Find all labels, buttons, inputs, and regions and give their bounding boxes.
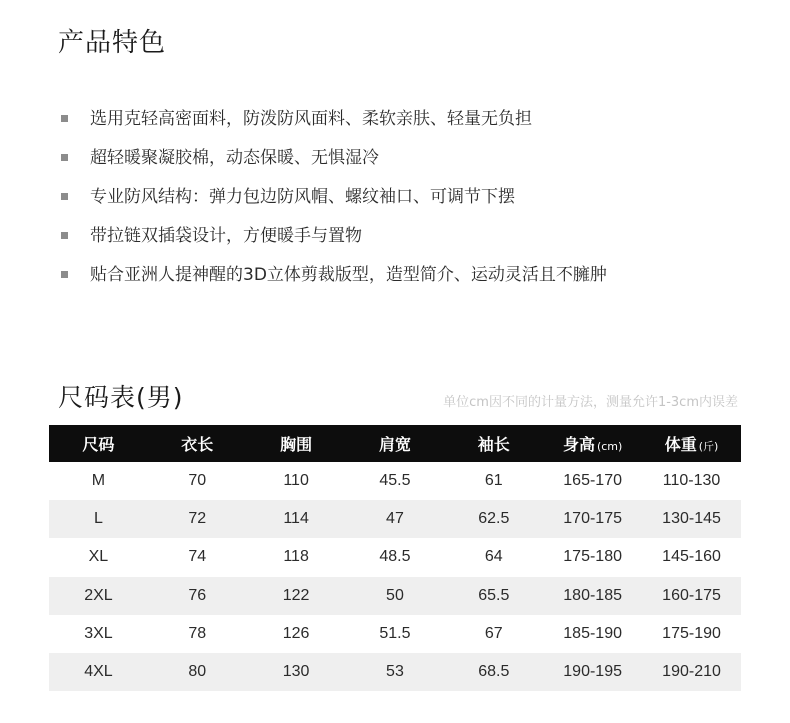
- cell-length: 76: [148, 577, 247, 615]
- cell-size: M: [91, 472, 106, 490]
- cell-weight: 190-210: [642, 653, 741, 691]
- feature-item: [60, 106, 607, 145]
- header-length: 衣长: [148, 425, 247, 462]
- header-height-unit: (cm): [596, 440, 623, 453]
- square-bullet-icon: [61, 193, 68, 200]
- cell-length: 78: [188, 624, 207, 642]
- cell-weight: 110-130: [662, 472, 721, 490]
- cell-size: 2XL: [49, 577, 148, 615]
- header-weight-unit: (斤): [698, 440, 719, 453]
- cell-chest: 114: [247, 500, 346, 538]
- header-size: 尺码: [49, 425, 148, 462]
- cell-sleeve: 68.5: [444, 653, 543, 691]
- cell-weight: 130-145: [642, 500, 741, 538]
- cell-shoulder: 50: [346, 577, 445, 615]
- table-row: [49, 615, 741, 653]
- cell-chest: 122: [247, 577, 346, 615]
- feature-item: [60, 223, 607, 262]
- cell-weight: 160-175: [642, 577, 741, 615]
- cell-length: 80: [148, 653, 247, 691]
- cell-shoulder: 48.5: [379, 548, 411, 566]
- cell-size: 3XL: [84, 624, 113, 642]
- cell-size: 4XL: [49, 653, 148, 691]
- measurement-note: 单位cm因不同的计量方法，测量允许1-3cm内误差: [443, 395, 738, 410]
- size-chart-title: 尺码表(男): [58, 383, 184, 412]
- cell-weight: 175-190: [662, 624, 721, 642]
- cell-shoulder: 47: [346, 500, 445, 538]
- cell-sleeve: 64: [484, 548, 503, 566]
- header-sleeve: 袖长: [444, 425, 543, 462]
- table-row: [49, 462, 741, 500]
- table-row: [49, 577, 741, 615]
- cell-height: 175-180: [563, 548, 622, 566]
- cell-chest: 118: [283, 548, 309, 566]
- cell-height: 190-195: [543, 653, 642, 691]
- cell-length: 74: [188, 548, 207, 566]
- table-row: [49, 538, 741, 576]
- feature-text: 带拉链双插袋设计，方便暖手与置物: [90, 226, 362, 246]
- cell-size: XL: [88, 548, 109, 566]
- header-chest: 胸围: [247, 425, 346, 462]
- cell-weight: 145-160: [662, 548, 721, 566]
- header-height: 身高 (cm): [543, 425, 642, 462]
- cell-shoulder: 45.5: [379, 472, 411, 490]
- cell-shoulder: 53: [346, 653, 445, 691]
- square-bullet-icon: [61, 154, 68, 161]
- square-bullet-icon: [61, 115, 68, 122]
- square-bullet-icon: [61, 232, 68, 239]
- size-table: [49, 425, 741, 691]
- feature-text: 选用克轻高密面料，防泼防风面料、柔软亲肤、轻量无负担: [90, 109, 532, 129]
- cell-height: 180-185: [543, 577, 642, 615]
- header-shoulder: 肩宽: [346, 425, 445, 462]
- features-list: [60, 106, 607, 301]
- square-bullet-icon: [61, 271, 68, 278]
- feature-text: 专业防风结构：弹力包边防风帽、螺纹袖口、可调节下摆: [90, 187, 515, 207]
- table-row: [49, 653, 741, 691]
- feature-item: [60, 184, 607, 223]
- cell-sleeve: 65.5: [444, 577, 543, 615]
- cell-sleeve: 67: [484, 624, 503, 642]
- feature-text: 贴合亚洲人提神醒的3D立体剪裁版型，造型简介、运动灵活且不臃肿: [90, 265, 607, 285]
- cell-shoulder: 51.5: [379, 624, 411, 642]
- cell-height: 165-170: [563, 472, 622, 490]
- features-title: 产品特色: [58, 28, 167, 58]
- cell-length: 72: [148, 500, 247, 538]
- cell-sleeve: 62.5: [444, 500, 543, 538]
- header-weight: 体重 (斤): [642, 425, 741, 462]
- cell-sleeve: 61: [484, 472, 503, 490]
- cell-height: 185-190: [563, 624, 622, 642]
- cell-length: 70: [188, 472, 207, 490]
- feature-text: 超轻暖聚凝胶棉，动态保暖、无惧湿冷: [90, 148, 379, 168]
- feature-item: [60, 145, 607, 184]
- cell-size: L: [49, 500, 148, 538]
- cell-chest: 126: [282, 624, 310, 642]
- table-row: [49, 500, 741, 538]
- feature-item: [60, 262, 607, 301]
- size-table-header-row: [49, 425, 741, 462]
- cell-chest: 110: [283, 472, 309, 490]
- cell-height: 170-175: [543, 500, 642, 538]
- cell-chest: 130: [247, 653, 346, 691]
